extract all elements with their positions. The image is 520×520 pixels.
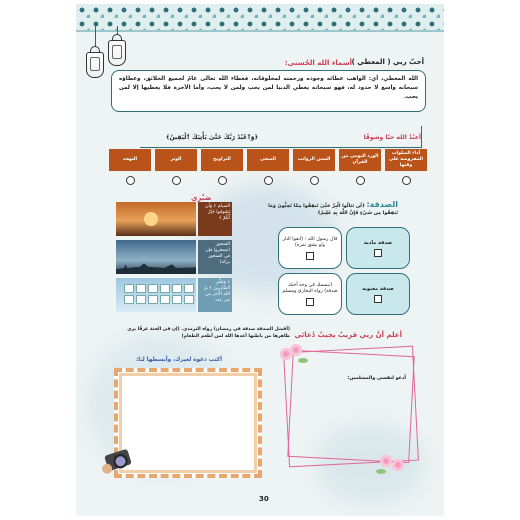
act-label: أداء الصلوات المفروضة على وقتها — [385, 149, 427, 171]
section-title: أسماء الله الحُسنى: — [284, 59, 352, 67]
image-caption: السحور (تسحروا فإن في السحور بركة) — [198, 240, 232, 274]
charity-example-tile — [278, 273, 342, 315]
act-checkbox[interactable] — [264, 176, 273, 185]
act-checkbox[interactable] — [356, 176, 365, 185]
act-checkbox[interactable] — [310, 176, 319, 185]
tile-checkbox[interactable] — [306, 252, 314, 260]
hadith-text: (أفضل الصدقة صدقة في رمضان) رواه الترمذي. (إن في الجنة غرفًا يرى ظاهرها من باطنها أعدها الله لمن أطعم الطعام) — [127, 327, 290, 339]
mosque-image — [116, 240, 196, 274]
act-label: الضحى — [247, 149, 289, 171]
sadaqa-title: الصدقة: — [366, 200, 398, 209]
name-subtitle: أحبّ ربي ( المعطي ) — [351, 58, 424, 66]
tile-checkbox[interactable] — [374, 249, 382, 257]
act-item — [385, 149, 427, 189]
charity-type-tile — [346, 227, 410, 269]
ornamental-border — [76, 4, 444, 32]
lantern-icon — [86, 26, 104, 78]
flower-decoration-icon — [376, 451, 410, 479]
act-item — [339, 149, 381, 189]
act-label: التراويح — [201, 149, 243, 171]
act-item — [155, 149, 197, 189]
flower-decoration-icon — [278, 342, 312, 370]
meaning-paragraph: الله المعطي، أي: الواهب عطائه وجوده ورحمته لمخلوقاته، فعطاء الله تعالى عامٌ لجميع الخلائق، وعطاؤه سبحانه واسع لا حدود له، فهو سبحانه يعطي الدنيا لمن يحب ولمن لا يحب، وأما الآخرة فلا يعطيها إلا لمن يحب. — [111, 70, 426, 112]
prayer-prompt: أكتب دعوة لغيرك، وأبسطها لنا: — [136, 357, 223, 363]
photo-frame-answer-area[interactable] — [114, 368, 262, 478]
page-number: 30 — [259, 495, 269, 503]
act-label: السنن الرواتب — [293, 149, 335, 171]
calendar-image — [116, 278, 196, 312]
act-checkbox[interactable] — [402, 176, 411, 185]
tile-label: قال رسول الله : (اتقوا النار ولو بشق تمرة) — [282, 236, 338, 248]
charity-example-tile — [278, 227, 342, 269]
lantern-icon — [108, 26, 126, 66]
sunset-image — [116, 202, 196, 236]
verse-lead: أعبُدُ الله حبًا وشوقًا — [363, 133, 421, 141]
tile-checkbox[interactable] — [306, 298, 314, 306]
act-item — [201, 149, 243, 189]
act-checkbox[interactable] — [126, 176, 135, 185]
patience-images — [114, 202, 232, 314]
tile-label: صدقة معنوية — [362, 285, 394, 292]
act-checkbox[interactable] — [218, 176, 227, 185]
worksheet-page — [76, 4, 444, 516]
act-checkbox[interactable] — [172, 176, 181, 185]
act-item — [247, 149, 289, 189]
act-label: الورد اليومي من القرآن — [339, 149, 381, 171]
dua-title: أعلم أنَّ ربي قريبٌ يجيبُ دُعائي — [294, 331, 402, 339]
act-label: التهجد — [109, 149, 151, 171]
tile-checkbox[interactable] — [374, 295, 382, 303]
tile-label: (تبسمك في وجه أخيك صدقة) رواه البخاري ومسلم — [282, 282, 338, 294]
charity-grid — [278, 227, 410, 317]
sadaqa-text: ﴿لَن تَنَالُوا الْبِرَّ حَتَّىٰ تُنفِقُوا مِمَّا تُحِبُّونَ وَمَا تُنفِقُوا مِن شَيْءٍ فَإِنَّ اللَّهَ بِهِ عَلِيمٌ﴾ — [268, 204, 398, 216]
image-caption: ﴿ وَبَشِّرِ الصَّابِرِينَ ﴾ برّ الله الأجر من غير عدد — [198, 278, 232, 312]
verse-line — [166, 131, 421, 143]
worship-checklist — [109, 149, 427, 189]
image-caption: الصيام ﴿ وَأَن تَصُومُوا خَيْرٌ لَّكُمْ ﴾ — [198, 202, 232, 236]
act-label: الوتر — [155, 149, 197, 171]
sadaqa-verse — [268, 201, 398, 217]
act-item — [293, 149, 335, 189]
charity-type-tile — [346, 273, 410, 315]
act-item — [109, 149, 151, 189]
dua-prompt: أدعو لنفسي والمسلمين: — [347, 376, 406, 381]
verse-text: ﴿وَٱعْبُدْ رَبَّكَ حَتَّىٰ يَأْتِيَكَ ٱلْيَقِينُ﴾ — [166, 133, 258, 141]
tile-label: صدقة مادية — [363, 239, 393, 246]
patience-title: صَبْري — [191, 194, 212, 202]
